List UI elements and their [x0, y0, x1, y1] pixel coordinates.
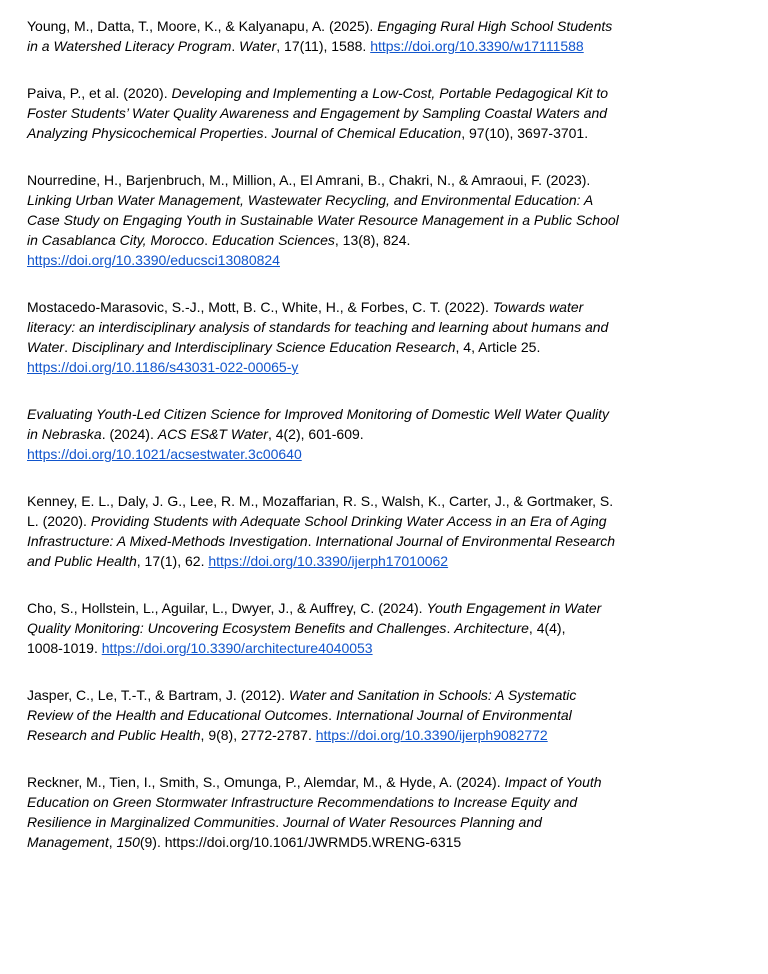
reference-italic-text: in a Watershed Literacy Program [27, 38, 232, 54]
reference-italic-text: 150 [116, 834, 140, 850]
reference-line [27, 123, 748, 143]
reference-italic-text: Infrastructure: A Mixed-Methods Investigation [27, 533, 308, 549]
reference-text: Reckner, M., Tien, I., Smith, S., Omunga, P., Alemdar, M., & Hyde, A. (2024). [27, 774, 505, 790]
doi-link[interactable]: https://doi.org/10.3390/architecture4040053 [101, 640, 373, 656]
references-list [27, 16, 748, 852]
reference-entry [27, 404, 748, 464]
reference-line [27, 491, 748, 511]
reference-italic-text: Resilience in Marginalized Communities [27, 814, 276, 830]
reference-line [27, 250, 748, 270]
reference-italic-text: Research and Public Health [27, 727, 201, 743]
reference-text: Nourredine, H., Barjenbruch, M., Million, A., El Amrani, B., Chakri, N., & Amraoui, F. (2023). [27, 172, 591, 188]
reference-line [27, 812, 748, 832]
reference-entry [27, 16, 748, 56]
reference-text: . [275, 814, 283, 830]
reference-line [27, 337, 748, 357]
doi-link[interactable]: https://doi.org/10.3390/w17111588 [370, 38, 584, 54]
reference-line [27, 36, 748, 56]
reference-line [27, 297, 748, 317]
reference-line [27, 551, 748, 571]
reference-line [27, 725, 748, 745]
reference-entry [27, 772, 748, 852]
reference-line [27, 230, 748, 250]
reference-text: , [108, 834, 117, 850]
reference-text: . [307, 533, 316, 549]
reference-line [27, 598, 748, 618]
reference-italic-text: Developing and Implementing a Low-Cost, Portable Pedagogical Kit to [171, 85, 609, 101]
reference-entry [27, 170, 748, 270]
reference-italic-text: Linking Urban Water Management, Wastewater Recycling, and Environmental Education: A [27, 192, 594, 208]
reference-line [27, 511, 748, 531]
reference-text: . [446, 620, 455, 636]
reference-line [27, 705, 748, 725]
reference-line [27, 772, 748, 792]
reference-entry [27, 297, 748, 377]
reference-italic-text: Towards water [492, 299, 584, 315]
reference-line [27, 444, 748, 464]
reference-italic-text: Education on Green Stormwater Infrastructure Recommendations to Increase Equity and [27, 794, 578, 810]
reference-italic-text: Management [27, 834, 109, 850]
reference-text: Young, M., Datta, T., Moore, K., & Kalyanapu, A. (2025). [27, 18, 378, 34]
reference-text: , 4, Article 25. [455, 339, 541, 355]
reference-italic-text: Youth Engagement in Water [426, 600, 602, 616]
reference-entry [27, 685, 748, 745]
reference-line [27, 190, 748, 210]
reference-text: , 17(11), 1588. [276, 38, 371, 54]
reference-line [27, 170, 748, 190]
reference-italic-text: Engaging Rural High School Students [377, 18, 613, 34]
reference-text: . [263, 125, 272, 141]
reference-italic-text: ACS ES&T Water [157, 426, 268, 442]
reference-italic-text: Water and Sanitation in Schools: A Systematic [288, 687, 577, 703]
reference-italic-text: Journal of Chemical Education [271, 125, 462, 141]
reference-text: , 17(1), 62. [136, 553, 209, 569]
reference-line [27, 792, 748, 812]
reference-italic-text: in Nebraska [27, 426, 102, 442]
reference-line [27, 210, 748, 230]
doi-link[interactable]: https://doi.org/10.1021/acsestwater.3c00640 [27, 446, 302, 462]
reference-line [27, 317, 748, 337]
reference-italic-text: International Journal of Environmental [335, 707, 572, 723]
reference-italic-text: literacy: an interdisciplinary analysis of standards for teaching and learning about humans and [27, 319, 609, 335]
reference-text: , 4(4), [528, 620, 566, 636]
reference-italic-text: Water [239, 38, 277, 54]
reference-italic-text: Journal of Water Resources Planning and [283, 814, 542, 830]
reference-italic-text: Water [27, 339, 65, 355]
reference-text: . (2024). [101, 426, 158, 442]
reference-line [27, 404, 748, 424]
reference-italic-text: Quality Monitoring: Uncovering Ecosystem Benefits and Challenges [27, 620, 447, 636]
reference-italic-text: Evaluating Youth-Led Citizen Science for Improved Monitoring of Domestic Well Water Quality [27, 406, 610, 422]
reference-italic-text: and Public Health [27, 553, 137, 569]
reference-italic-text: Review of the Health and Educational Outcomes [27, 707, 329, 723]
reference-line [27, 424, 748, 444]
reference-text: , 97(10), 3697-3701. [461, 125, 589, 141]
reference-italic-text: Analyzing Physicochemical Properties [27, 125, 264, 141]
reference-line [27, 685, 748, 705]
reference-italic-text: in Casablanca City, Morocco [27, 232, 205, 248]
reference-text: 1008-1019. [27, 640, 102, 656]
reference-entry [27, 491, 748, 571]
reference-italic-text: Case Study on Engaging Youth in Sustainable Water Resource Management in a Public School [27, 212, 619, 228]
reference-italic-text: Impact of Youth [504, 774, 602, 790]
reference-italic-text: Disciplinary and Interdisciplinary Science Education Research [71, 339, 456, 355]
reference-text: Paiva, P., et al. (2020). [27, 85, 172, 101]
doi-link[interactable]: https://doi.org/10.3390/educsci13080824 [27, 252, 280, 268]
reference-italic-text: Providing Students with Adequate School Drinking Water Access in an Era of Aging [90, 513, 607, 529]
reference-text: , 4(2), 601-609. [267, 426, 364, 442]
reference-line [27, 16, 748, 36]
reference-line [27, 638, 748, 658]
reference-text: Cho, S., Hollstein, L., Aguilar, L., Dwyer, J., & Auffrey, C. (2024). [27, 600, 427, 616]
doi-link[interactable]: https://doi.org/10.3390/ijerph17010062 [208, 553, 449, 569]
reference-italic-text: Architecture [454, 620, 529, 636]
reference-text: , 13(8), 824. [334, 232, 411, 248]
reference-line [27, 83, 748, 103]
reference-text: . [64, 339, 72, 355]
reference-italic-text: Foster Students’ Water Quality Awareness and Engagement by Sampling Coastal Waters and [27, 105, 608, 121]
reference-italic-text: Education Sciences [211, 232, 335, 248]
reference-text: . [231, 38, 240, 54]
doi-link[interactable]: https://doi.org/10.1186/s43031-022-00065-y [27, 359, 299, 375]
reference-line [27, 618, 748, 638]
reference-text: Kenney, E. L., Daly, J. G., Lee, R. M., Mozaffarian, R. S., Walsh, K., Carter, J., & Gortmaker, S. [27, 493, 614, 509]
reference-text: . [204, 232, 212, 248]
reference-entry [27, 83, 748, 143]
reference-line [27, 531, 748, 551]
doi-link[interactable]: https://doi.org/10.3390/ijerph9082772 [315, 727, 548, 743]
reference-italic-text: International Journal of Environmental Research [315, 533, 616, 549]
reference-text: Jasper, C., Le, T.-T., & Bartram, J. (2012). [27, 687, 289, 703]
reference-line [27, 103, 748, 123]
reference-text: Mostacedo-Marasovic, S.-J., Mott, B. C., White, H., & Forbes, C. T. (2022). [27, 299, 493, 315]
reference-text: (9). https://doi.org/10.1061/JWRMD5.WRENG-6315 [139, 834, 462, 850]
reference-text: . [328, 707, 336, 723]
reference-text: , 9(8), 2772-2787. [200, 727, 316, 743]
reference-text: L. (2020). [27, 513, 91, 529]
reference-line [27, 357, 748, 377]
reference-entry [27, 598, 748, 658]
reference-line [27, 832, 748, 852]
